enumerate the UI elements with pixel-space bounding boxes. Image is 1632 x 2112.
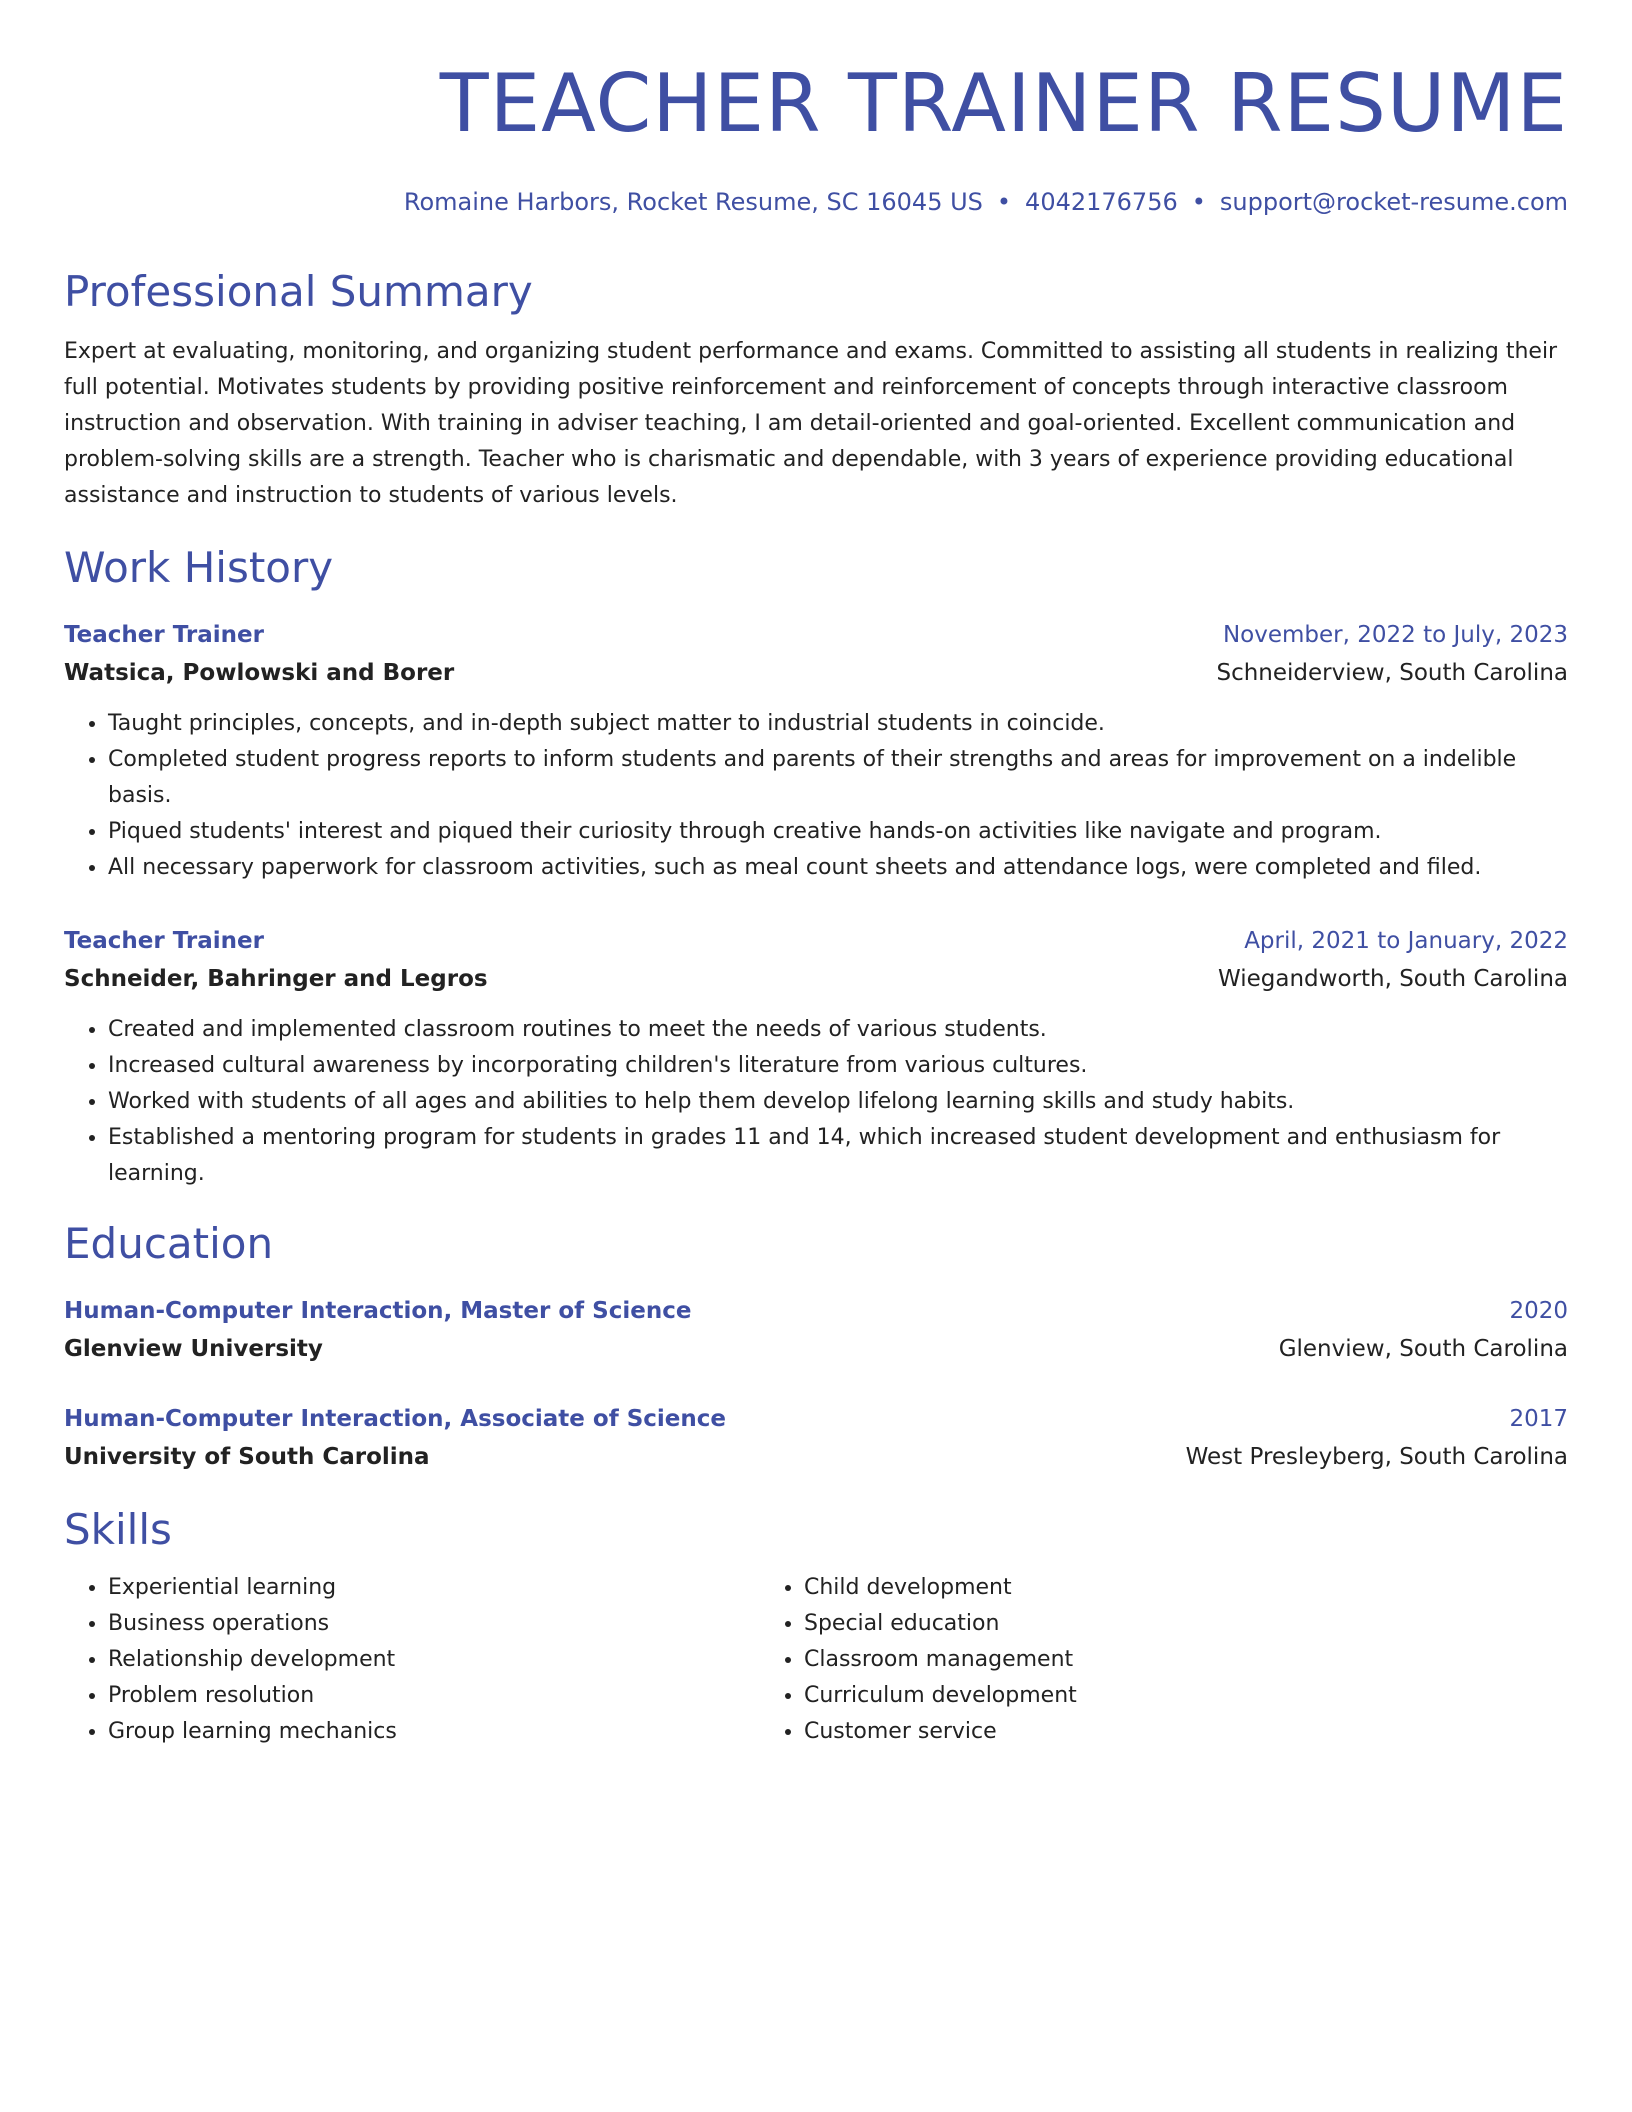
- skill-item: • Experiential learning: [108, 1570, 760, 1606]
- job-company: Watsica, Powlowski and Borer: [64, 660, 455, 686]
- job-bullet: • Taught principles, concepts, and in-depth subject matter to industrial students in coincide.: [108, 706, 1568, 742]
- job-company-row: [64, 654, 1568, 692]
- education-location: Glenview, South Carolina: [1278, 1336, 1568, 1362]
- job-bullet: • Increased cultural awareness by incorporating children's literature from various cultures.: [108, 1048, 1568, 1084]
- summary-text: Expert at evaluating, monitoring, and organizing student performance and exams. Committed to assisting all students in realizing their full potential. Motivates students by providing positive reinforcement and reinforcement of concepts through interactive classroom instruction and observation. With training in adviser teaching, I am detail-oriented and goal-oriented. Excellent communication and problem-solving skills are a strength. Teacher who is charismatic and dependable, with 3 years of experience providing educational assistance and instruction to students of various levels.: [64, 339, 1558, 508]
- education-degree-row: [64, 1292, 1568, 1330]
- skills-columns: [64, 1570, 1568, 1750]
- contact-address: Romaine Harbors, Rocket Resume, SC 16045 US: [403, 188, 983, 216]
- job-bullet: • Worked with students of all ages and abilities to help them develop lifelong learning skills and study habits.: [108, 1084, 1568, 1120]
- education-school-row: [64, 1330, 1568, 1368]
- education-year: 2020: [1509, 1298, 1568, 1324]
- education-heading: Education: [64, 1219, 274, 1268]
- skill-item: • Business operations: [108, 1606, 760, 1642]
- job-bullet: • Completed student progress reports to inform students and parents of their strengths and areas for improvement on a indelible basis.: [108, 742, 1568, 814]
- job-location: Wiegandworth, South Carolina: [1218, 966, 1568, 992]
- job-title: Teacher Trainer: [64, 928, 264, 954]
- job-location: Schneiderview, South Carolina: [1216, 660, 1568, 686]
- education-school: Glenview University: [64, 1336, 323, 1362]
- contact-phone: 4042176756: [1025, 188, 1178, 216]
- skill-item: • Curriculum development: [804, 1678, 1456, 1714]
- job-bullet-list: [64, 706, 1568, 886]
- resume-title: TEACHER TRAINER RESUME: [439, 57, 1568, 150]
- skill-item: • Customer service: [804, 1714, 1456, 1750]
- job-title-row: [64, 616, 1568, 654]
- skills-list-left: [64, 1570, 760, 1750]
- skill-item: • Problem resolution: [108, 1678, 760, 1714]
- job-dates: November, 2022 to July, 2023: [1222, 622, 1568, 648]
- education-degree: Human-Computer Interaction, Master of Science: [64, 1298, 692, 1324]
- job-company: Schneider, Bahringer and Legros: [64, 966, 488, 992]
- job-dates: April, 2021 to January, 2022: [1244, 928, 1568, 954]
- job-entry: [64, 616, 1568, 886]
- contact-email: support@rocket-resume.com: [1219, 188, 1568, 216]
- skills-list-right: [760, 1570, 1456, 1750]
- summary-heading: Professional Summary: [64, 267, 533, 316]
- skill-item: • Group learning mechanics: [108, 1714, 760, 1750]
- skill-item: • Relationship development: [108, 1642, 760, 1678]
- education-entry: [64, 1400, 1568, 1476]
- job-bullet: • All necessary paperwork for classroom activities, such as meal count sheets and attendance logs, were completed and filed.: [108, 850, 1568, 886]
- education-entry: [64, 1292, 1568, 1368]
- job-bullet: • Piqued students' interest and piqued their curiosity through creative hands-on activities like navigate and program.: [108, 814, 1568, 850]
- education-year: 2017: [1509, 1406, 1568, 1432]
- skill-item: • Child development: [804, 1570, 1456, 1606]
- job-company-row: [64, 960, 1568, 998]
- education-school: University of South Carolina: [64, 1444, 430, 1470]
- work-history-heading: Work History: [64, 543, 334, 592]
- job-bullet-list: [64, 1012, 1568, 1192]
- skill-item: • Classroom management: [804, 1642, 1456, 1678]
- job-title-row: [64, 922, 1568, 960]
- job-bullet: • Established a mentoring program for students in grades 11 and 14, which increased student development and enthusiasm for learning.: [108, 1120, 1568, 1192]
- contact-separator: •: [1191, 188, 1206, 216]
- contact-line: [64, 186, 1568, 218]
- skills-heading: Skills: [64, 1505, 172, 1554]
- education-location: West Presleyberg, South Carolina: [1185, 1444, 1568, 1470]
- skill-item: • Special education: [804, 1606, 1456, 1642]
- job-title: Teacher Trainer: [64, 622, 264, 648]
- education-degree: Human-Computer Interaction, Associate of Science: [64, 1406, 727, 1432]
- job-entry: [64, 922, 1568, 1192]
- contact-separator: •: [996, 188, 1012, 216]
- education-school-row: [64, 1438, 1568, 1476]
- job-bullet: • Created and implemented classroom routines to meet the needs of various students.: [108, 1012, 1568, 1048]
- education-degree-row: [64, 1400, 1568, 1438]
